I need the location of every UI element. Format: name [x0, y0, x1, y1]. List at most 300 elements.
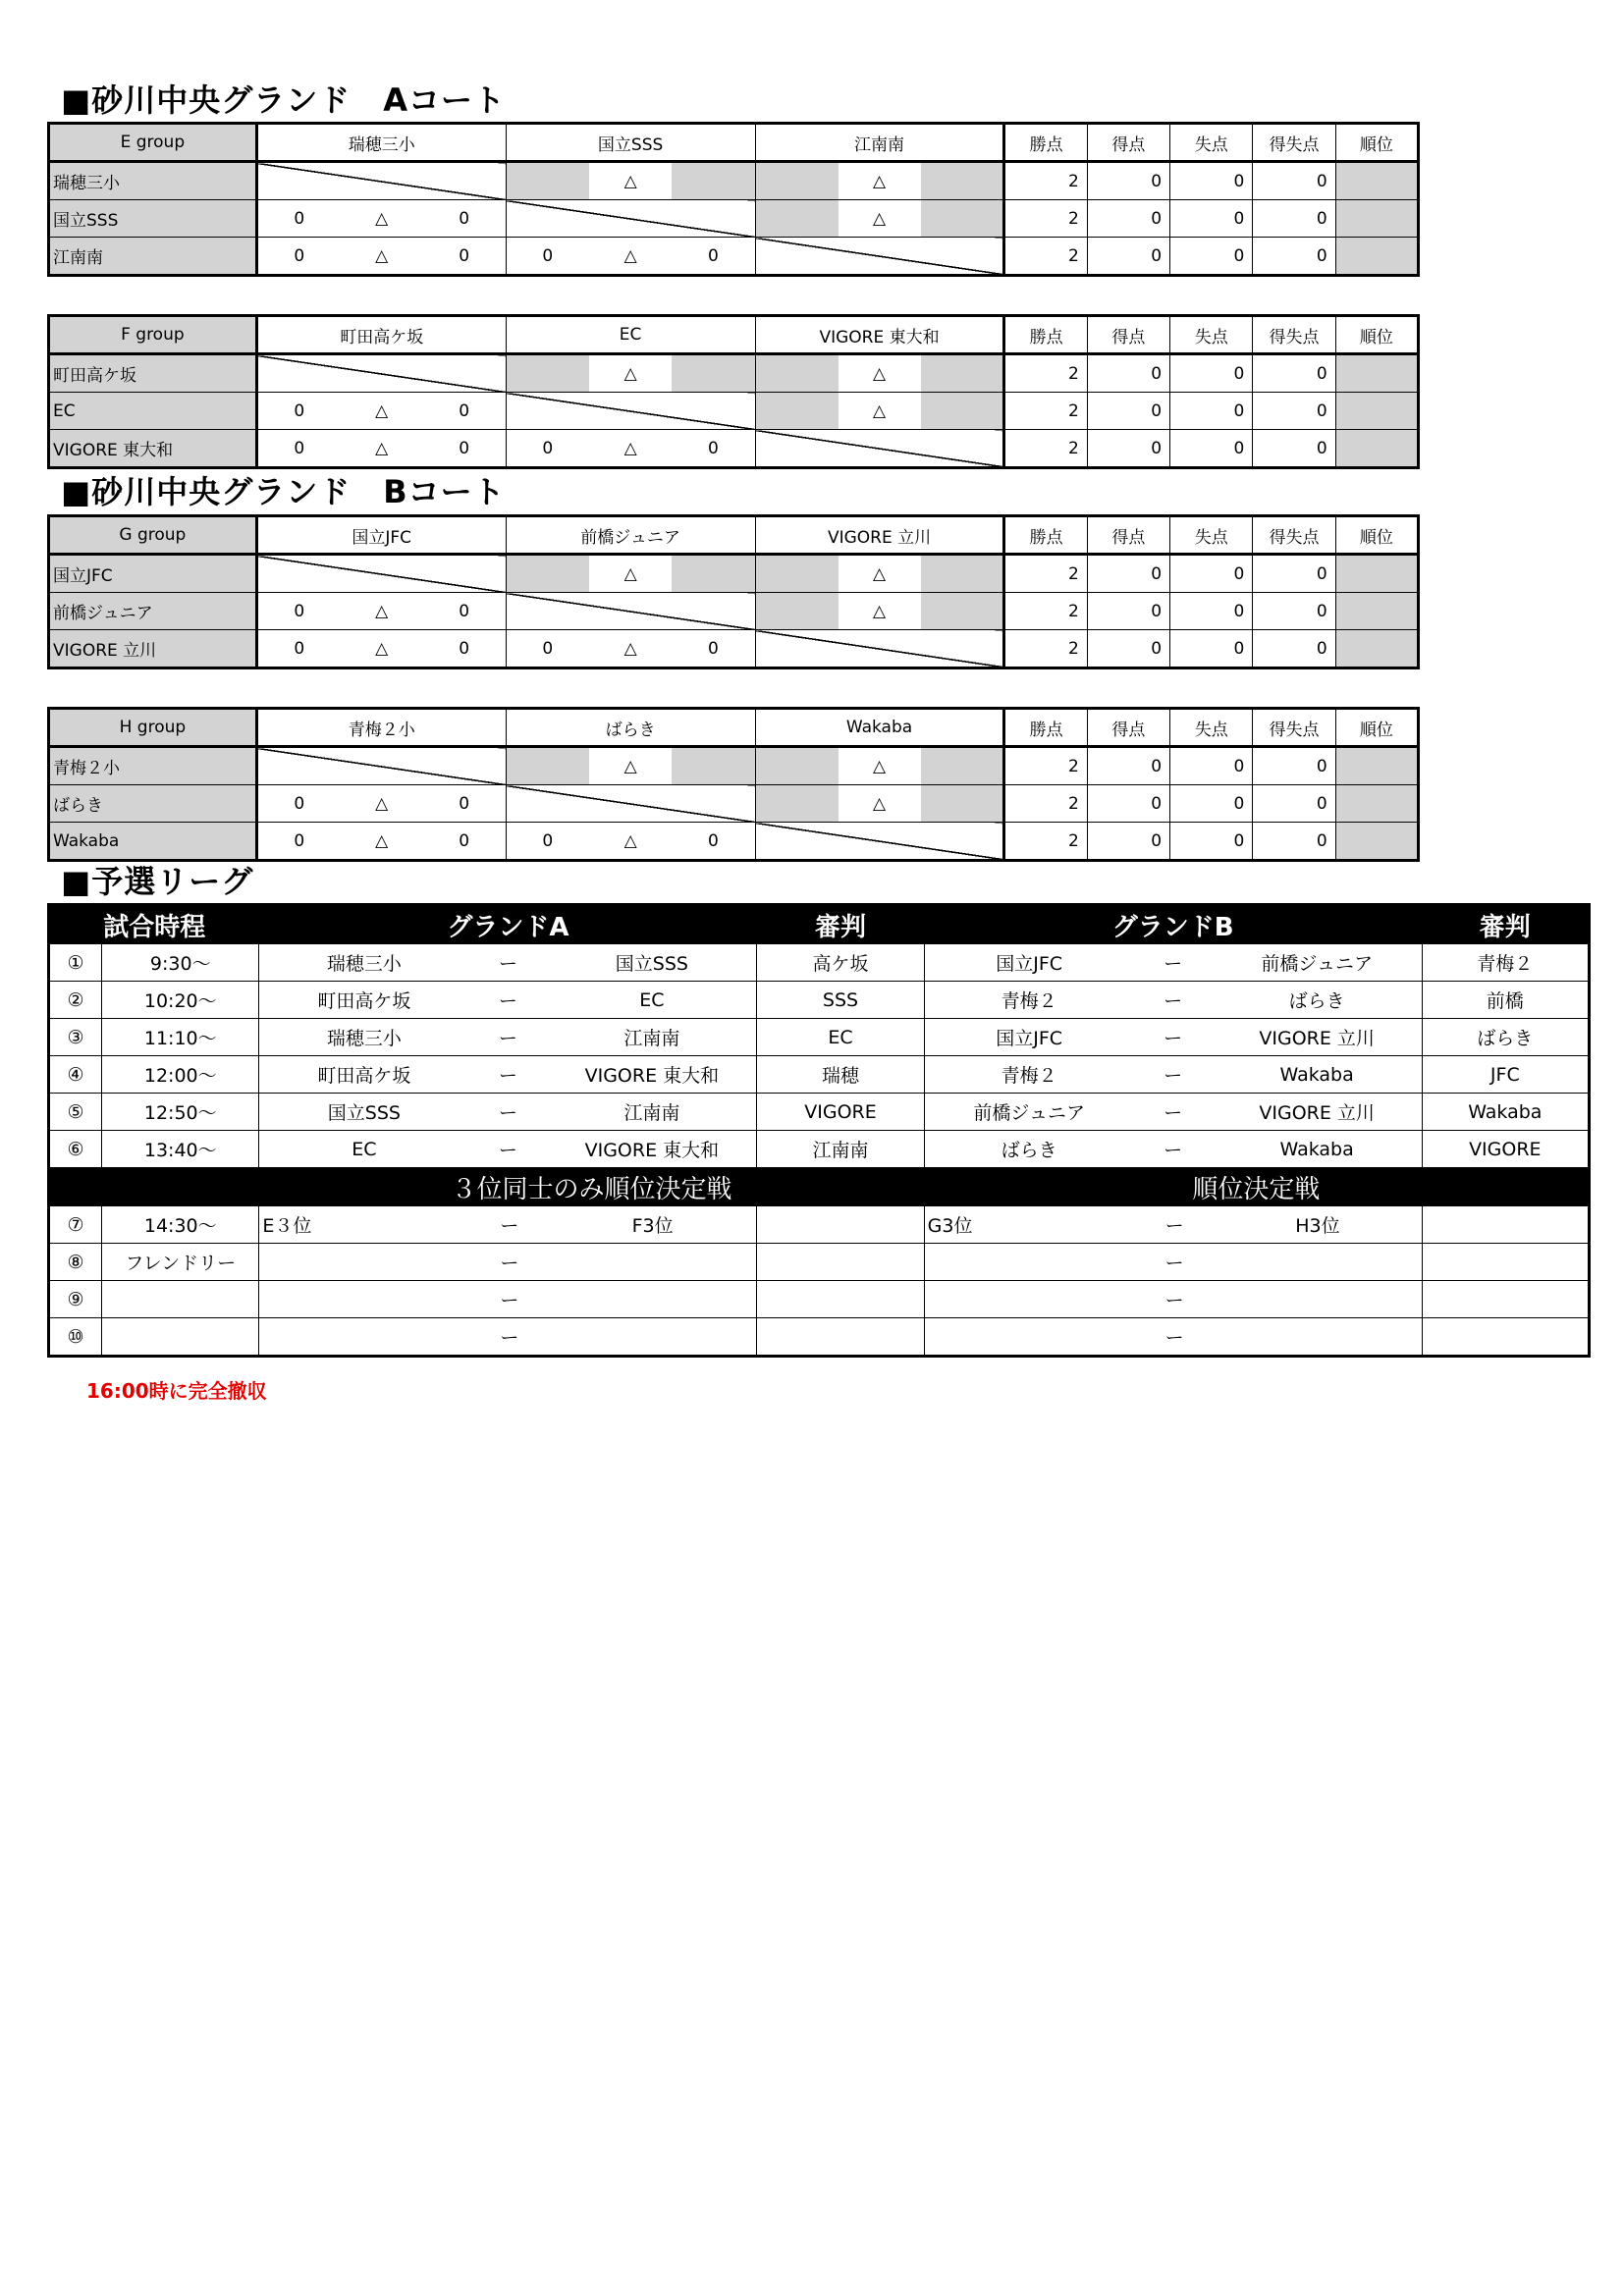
schedule-row — [49, 1094, 1590, 1131]
team-header: Wakaba — [755, 709, 1004, 747]
vs-dash: ー — [1164, 1327, 1184, 1349]
stat-value: 2 — [1004, 747, 1087, 785]
home-team: 国立JFC — [996, 953, 1063, 975]
home-team: G3位 — [927, 1215, 973, 1237]
schedule-row — [49, 944, 1590, 982]
stat-header: 失点 — [1170, 709, 1253, 747]
home-team: 町田高ケ坂 — [317, 990, 411, 1012]
match-cell — [256, 630, 506, 668]
stat-value: 0 — [1087, 555, 1169, 593]
score-away: 0 — [707, 638, 719, 659]
group-row — [49, 630, 1419, 668]
stat-value: 0 — [1253, 630, 1335, 668]
match-cell — [506, 162, 755, 200]
referee-b: 前橋 — [1422, 982, 1589, 1019]
stat-header: 得失点 — [1253, 124, 1335, 162]
home-team: ばらき — [1001, 1140, 1057, 1161]
match-pair — [924, 1318, 1422, 1357]
match-cell — [256, 823, 506, 861]
match-pair — [924, 1094, 1422, 1131]
match-cell — [506, 747, 755, 785]
section-title-a-court: ■砂川中央グランド Aコート — [61, 81, 507, 119]
match-mark: △ — [872, 208, 887, 229]
rank-cell — [1335, 200, 1418, 238]
rank-cell — [1335, 430, 1418, 468]
score-away: 0 — [459, 830, 470, 851]
banner-ground-a: ３位同士のみ順位決定戦 — [259, 1168, 924, 1206]
match-pair — [924, 1056, 1422, 1094]
stat-value: 0 — [1087, 162, 1169, 200]
match-cell — [256, 238, 506, 276]
referee-a: 瑞穂 — [757, 1056, 924, 1094]
match-mark: △ — [872, 363, 887, 384]
score-away: 0 — [459, 438, 470, 458]
diagonal-cell — [256, 555, 506, 593]
group-row — [49, 593, 1419, 630]
vs-dash: ー — [1164, 1290, 1184, 1311]
team-header: EC — [506, 316, 755, 354]
diagonal-cell — [256, 354, 506, 393]
away-team: F3位 — [631, 1215, 674, 1237]
stat-value: 2 — [1004, 785, 1087, 823]
match-number: ⑦ — [49, 1206, 102, 1244]
match-cell — [256, 200, 506, 238]
group-label: F group — [49, 316, 257, 354]
vs-dash: ー — [1164, 1253, 1184, 1274]
match-pair — [259, 1281, 757, 1318]
match-cell — [256, 430, 506, 468]
diagonal-cell — [755, 238, 1004, 276]
score-away: 0 — [707, 245, 719, 266]
rank-cell — [1335, 630, 1418, 668]
group-table — [47, 122, 1420, 277]
vs-dash: ー — [498, 953, 517, 975]
section-title-b-court: ■砂川中央グランド Bコート — [61, 473, 506, 510]
match-mark: △ — [623, 756, 637, 776]
stat-header: 順位 — [1335, 709, 1418, 747]
stat-value: 2 — [1004, 823, 1087, 861]
match-pair — [259, 1056, 757, 1094]
referee-a — [757, 1318, 924, 1357]
referee-b — [1422, 1244, 1589, 1281]
team-name: 瑞穂三小 — [49, 162, 257, 200]
group-label: G group — [49, 516, 257, 555]
team-header: 前橋ジュニア — [506, 516, 755, 555]
away-team: 国立SSS — [615, 953, 688, 975]
team-header: 瑞穂三小 — [256, 124, 506, 162]
rank-cell — [1335, 823, 1418, 861]
stat-value: 0 — [1087, 393, 1169, 430]
match-number: ③ — [49, 1019, 102, 1056]
stat-value: 2 — [1004, 354, 1087, 393]
referee-a: VIGORE — [757, 1094, 924, 1131]
team-header: 国立JFC — [256, 516, 506, 555]
match-mark: △ — [623, 638, 637, 659]
match-cell — [506, 238, 755, 276]
match-mark: △ — [375, 793, 389, 814]
match-pair — [259, 944, 757, 982]
stat-header: 得失点 — [1253, 709, 1335, 747]
stat-value: 0 — [1253, 593, 1335, 630]
stat-value: 0 — [1087, 747, 1169, 785]
score-away: 0 — [707, 438, 719, 458]
diagonal-cell — [506, 393, 755, 430]
match-mark: △ — [872, 793, 887, 814]
match-mark: △ — [375, 638, 389, 659]
away-team: H3位 — [1295, 1215, 1340, 1237]
home-team: 瑞穂三小 — [326, 953, 402, 975]
schedule-table — [47, 903, 1591, 1358]
stat-value: 0 — [1170, 200, 1253, 238]
match-cell — [755, 393, 1004, 430]
section-title-league: ■予選リーグ — [61, 863, 254, 900]
stat-value: 2 — [1004, 200, 1087, 238]
schedule-row — [49, 1206, 1590, 1244]
stat-header: 得点 — [1087, 124, 1169, 162]
referee-b-header: 審判 — [1422, 905, 1589, 944]
score-away: 0 — [459, 638, 470, 659]
match-number: ② — [49, 982, 102, 1019]
stat-value: 2 — [1004, 630, 1087, 668]
team-name: VIGORE 東大和 — [49, 430, 257, 468]
match-mark: △ — [623, 171, 637, 191]
score-away: 0 — [459, 208, 470, 229]
away-team: Wakaba — [1279, 1063, 1354, 1086]
match-time: 9:30～ — [102, 944, 259, 982]
rank-cell — [1335, 354, 1418, 393]
match-mark: △ — [623, 830, 637, 851]
match-cell — [506, 555, 755, 593]
stat-value: 0 — [1253, 200, 1335, 238]
diagonal-cell — [755, 430, 1004, 468]
match-cell — [755, 747, 1004, 785]
match-pair — [259, 1019, 757, 1056]
stat-value: 0 — [1170, 630, 1253, 668]
match-pair — [924, 982, 1422, 1019]
stat-value: 0 — [1087, 354, 1169, 393]
rank-cell — [1335, 555, 1418, 593]
stat-header: 勝点 — [1004, 124, 1087, 162]
stat-value: 2 — [1004, 593, 1087, 630]
match-cell — [506, 354, 755, 393]
rank-cell — [1335, 238, 1418, 276]
time-header: 試合時程 — [49, 905, 259, 944]
away-team: EC — [639, 988, 665, 1011]
stat-value: 0 — [1087, 593, 1169, 630]
stat-value: 0 — [1087, 630, 1169, 668]
rank-cell — [1335, 747, 1418, 785]
match-mark: △ — [623, 363, 637, 384]
match-time: 12:50～ — [102, 1094, 259, 1131]
referee-a — [757, 1281, 924, 1318]
vs-dash: ー — [498, 990, 517, 1012]
match-mark: △ — [623, 563, 637, 584]
score-away: 0 — [707, 830, 719, 851]
referee-b: ばらき — [1422, 1019, 1589, 1056]
team-name: 国立JFC — [49, 555, 257, 593]
home-team: 町田高ケ坂 — [317, 1065, 411, 1087]
match-time: 14:30～ — [102, 1206, 259, 1244]
match-time: フレンドリー — [102, 1244, 259, 1281]
away-team: VIGORE 立川 — [1259, 1102, 1375, 1124]
team-header: 江南南 — [755, 124, 1004, 162]
team-name: 国立SSS — [49, 200, 257, 238]
vs-dash: ー — [1164, 1065, 1183, 1087]
referee-b: 青梅２ — [1422, 944, 1589, 982]
stat-value: 0 — [1170, 162, 1253, 200]
referee-a: 高ケ坂 — [757, 944, 924, 982]
match-time: 13:40～ — [102, 1131, 259, 1168]
group-table — [47, 707, 1420, 862]
group-table — [47, 314, 1420, 469]
diagonal-cell — [755, 630, 1004, 668]
stat-header: 順位 — [1335, 316, 1418, 354]
vs-dash: ー — [1164, 1028, 1183, 1049]
group-row — [49, 200, 1419, 238]
schedule-row — [49, 1281, 1590, 1318]
match-pair — [259, 1094, 757, 1131]
away-team: 江南南 — [623, 1028, 680, 1049]
match-cell — [506, 430, 755, 468]
vs-dash: ー — [1164, 1215, 1184, 1237]
stat-value: 0 — [1170, 238, 1253, 276]
match-number: ⑨ — [49, 1281, 102, 1318]
match-mark: △ — [623, 438, 637, 458]
stat-header: 得点 — [1087, 316, 1169, 354]
referee-b — [1422, 1281, 1589, 1318]
match-mark: △ — [872, 400, 887, 421]
stat-header: 順位 — [1335, 516, 1418, 555]
stat-value: 2 — [1004, 393, 1087, 430]
stat-value: 0 — [1253, 162, 1335, 200]
team-header: VIGORE 東大和 — [755, 316, 1004, 354]
match-pair — [924, 1131, 1422, 1168]
referee-a: EC — [757, 1019, 924, 1056]
team-name: Wakaba — [49, 823, 257, 861]
score-home: 0 — [542, 438, 554, 458]
stat-value: 0 — [1170, 593, 1253, 630]
group-row — [49, 354, 1419, 393]
score-home: 0 — [542, 638, 554, 659]
vs-dash: ー — [1164, 990, 1183, 1012]
group-row — [49, 238, 1419, 276]
away-team: ばらき — [1288, 990, 1345, 1012]
vs-dash: ー — [500, 1215, 519, 1237]
match-cell — [755, 162, 1004, 200]
stat-header: 得失点 — [1253, 516, 1335, 555]
home-team: 瑞穂三小 — [326, 1028, 402, 1049]
match-mark: △ — [375, 245, 389, 266]
home-team: 国立JFC — [996, 1028, 1063, 1049]
stat-value: 0 — [1087, 785, 1169, 823]
stat-value: 0 — [1253, 555, 1335, 593]
group-table — [47, 514, 1420, 669]
away-team: Wakaba — [1279, 1138, 1354, 1160]
team-name: 青梅２小 — [49, 747, 257, 785]
score-home: 0 — [542, 830, 554, 851]
stat-value: 0 — [1170, 785, 1253, 823]
vs-dash: ー — [498, 1140, 517, 1161]
match-mark: △ — [375, 400, 389, 421]
home-team: 青梅２ — [1001, 990, 1057, 1012]
stat-value: 0 — [1170, 354, 1253, 393]
score-home: 0 — [294, 208, 305, 229]
away-team: 江南南 — [623, 1102, 680, 1124]
group-row — [49, 823, 1419, 861]
ground-a-header: グランドA — [259, 905, 757, 944]
stat-value: 0 — [1170, 747, 1253, 785]
banner-ground-b: 順位決定戦 — [924, 1168, 1589, 1206]
match-time: 10:20～ — [102, 982, 259, 1019]
match-pair — [259, 982, 757, 1019]
vs-dash: ー — [498, 1102, 517, 1124]
match-cell — [256, 593, 506, 630]
match-mark: △ — [375, 601, 389, 621]
match-cell — [506, 630, 755, 668]
home-team: E３位 — [262, 1215, 312, 1237]
vs-dash: ー — [498, 1065, 517, 1087]
diagonal-cell — [506, 785, 755, 823]
match-cell — [755, 785, 1004, 823]
vs-dash: ー — [500, 1253, 519, 1274]
stat-value: 0 — [1087, 200, 1169, 238]
referee-b: VIGORE — [1422, 1131, 1589, 1168]
score-away: 0 — [459, 793, 470, 814]
match-pair — [924, 1244, 1422, 1281]
match-pair — [259, 1206, 757, 1244]
score-home: 0 — [294, 638, 305, 659]
stat-header: 順位 — [1335, 124, 1418, 162]
rank-cell — [1335, 162, 1418, 200]
match-pair — [924, 1019, 1422, 1056]
stat-value: 2 — [1004, 555, 1087, 593]
schedule-row — [49, 1244, 1590, 1281]
vs-dash: ー — [500, 1290, 519, 1311]
vs-dash: ー — [498, 1028, 517, 1049]
stat-header: 失点 — [1170, 316, 1253, 354]
schedule-row — [49, 1318, 1590, 1357]
team-header: ばらき — [506, 709, 755, 747]
diagonal-cell — [506, 593, 755, 630]
group-row — [49, 162, 1419, 200]
referee-b: JFC — [1422, 1056, 1589, 1094]
group-label: H group — [49, 709, 257, 747]
match-mark: △ — [375, 830, 389, 851]
team-name: ばらき — [49, 785, 257, 823]
rank-cell — [1335, 393, 1418, 430]
stat-value: 0 — [1253, 430, 1335, 468]
rank-cell — [1335, 593, 1418, 630]
match-cell — [755, 354, 1004, 393]
referee-b — [1422, 1318, 1589, 1357]
referee-b: Wakaba — [1422, 1094, 1589, 1131]
match-mark: △ — [872, 563, 887, 584]
stat-value: 2 — [1004, 238, 1087, 276]
score-home: 0 — [294, 245, 305, 266]
match-cell — [256, 785, 506, 823]
match-mark: △ — [872, 601, 887, 621]
home-team: 青梅２ — [1001, 1065, 1057, 1087]
team-name: EC — [49, 393, 257, 430]
group-row — [49, 747, 1419, 785]
team-name: 前橋ジュニア — [49, 593, 257, 630]
stat-value: 0 — [1087, 238, 1169, 276]
stat-header: 勝点 — [1004, 316, 1087, 354]
away-team: VIGORE 東大和 — [584, 1140, 720, 1161]
match-number: ⑧ — [49, 1244, 102, 1281]
score-home: 0 — [294, 793, 305, 814]
match-number: ④ — [49, 1056, 102, 1094]
referee-a-header: 審判 — [757, 905, 924, 944]
away-team: VIGORE 立川 — [1259, 1028, 1375, 1049]
score-home: 0 — [294, 400, 305, 421]
match-cell — [755, 593, 1004, 630]
match-time — [102, 1318, 259, 1357]
team-name: VIGORE 立川 — [49, 630, 257, 668]
score-away: 0 — [459, 245, 470, 266]
score-home: 0 — [294, 438, 305, 458]
vs-dash: ー — [500, 1327, 519, 1349]
stat-header: 勝点 — [1004, 516, 1087, 555]
stat-value: 0 — [1170, 430, 1253, 468]
match-cell — [506, 823, 755, 861]
match-cell — [755, 200, 1004, 238]
match-number: ⑩ — [49, 1318, 102, 1357]
vs-dash: ー — [1164, 1140, 1183, 1161]
stat-value: 2 — [1004, 430, 1087, 468]
team-header: VIGORE 立川 — [755, 516, 1004, 555]
match-pair — [259, 1244, 757, 1281]
stat-header: 勝点 — [1004, 709, 1087, 747]
away-team: 前橋ジュニア — [1261, 953, 1373, 975]
team-name: 町田高ケ坂 — [49, 354, 257, 393]
banner-spacer — [49, 1168, 259, 1206]
score-home: 0 — [294, 830, 305, 851]
match-cell — [256, 393, 506, 430]
stat-header: 得失点 — [1253, 316, 1335, 354]
score-home: 0 — [542, 245, 554, 266]
match-pair — [924, 1281, 1422, 1318]
match-mark: △ — [375, 208, 389, 229]
match-cell — [755, 555, 1004, 593]
match-number: ① — [49, 944, 102, 982]
withdrawal-note: 16:00時に完全撤収 — [86, 1379, 267, 1403]
stat-value: 0 — [1253, 747, 1335, 785]
match-time: 12:00～ — [102, 1056, 259, 1094]
score-away: 0 — [459, 601, 470, 621]
schedule-row — [49, 1131, 1590, 1168]
score-away: 0 — [459, 400, 470, 421]
referee-b — [1422, 1206, 1589, 1244]
away-team: VIGORE 東大和 — [584, 1065, 720, 1087]
match-mark: △ — [872, 171, 887, 191]
diagonal-cell — [755, 823, 1004, 861]
match-mark: △ — [375, 438, 389, 458]
home-team: 前橋ジュニア — [973, 1102, 1085, 1124]
stat-value: 0 — [1170, 555, 1253, 593]
referee-a — [757, 1244, 924, 1281]
stat-value: 0 — [1087, 823, 1169, 861]
home-team: 国立SSS — [327, 1102, 401, 1124]
diagonal-cell — [256, 747, 506, 785]
stat-value: 0 — [1253, 238, 1335, 276]
diagonal-cell — [506, 200, 755, 238]
team-header: 町田高ケ坂 — [256, 316, 506, 354]
match-time — [102, 1281, 259, 1318]
stat-value: 0 — [1253, 354, 1335, 393]
match-pair — [259, 1131, 757, 1168]
vs-dash: ー — [1164, 1102, 1183, 1124]
